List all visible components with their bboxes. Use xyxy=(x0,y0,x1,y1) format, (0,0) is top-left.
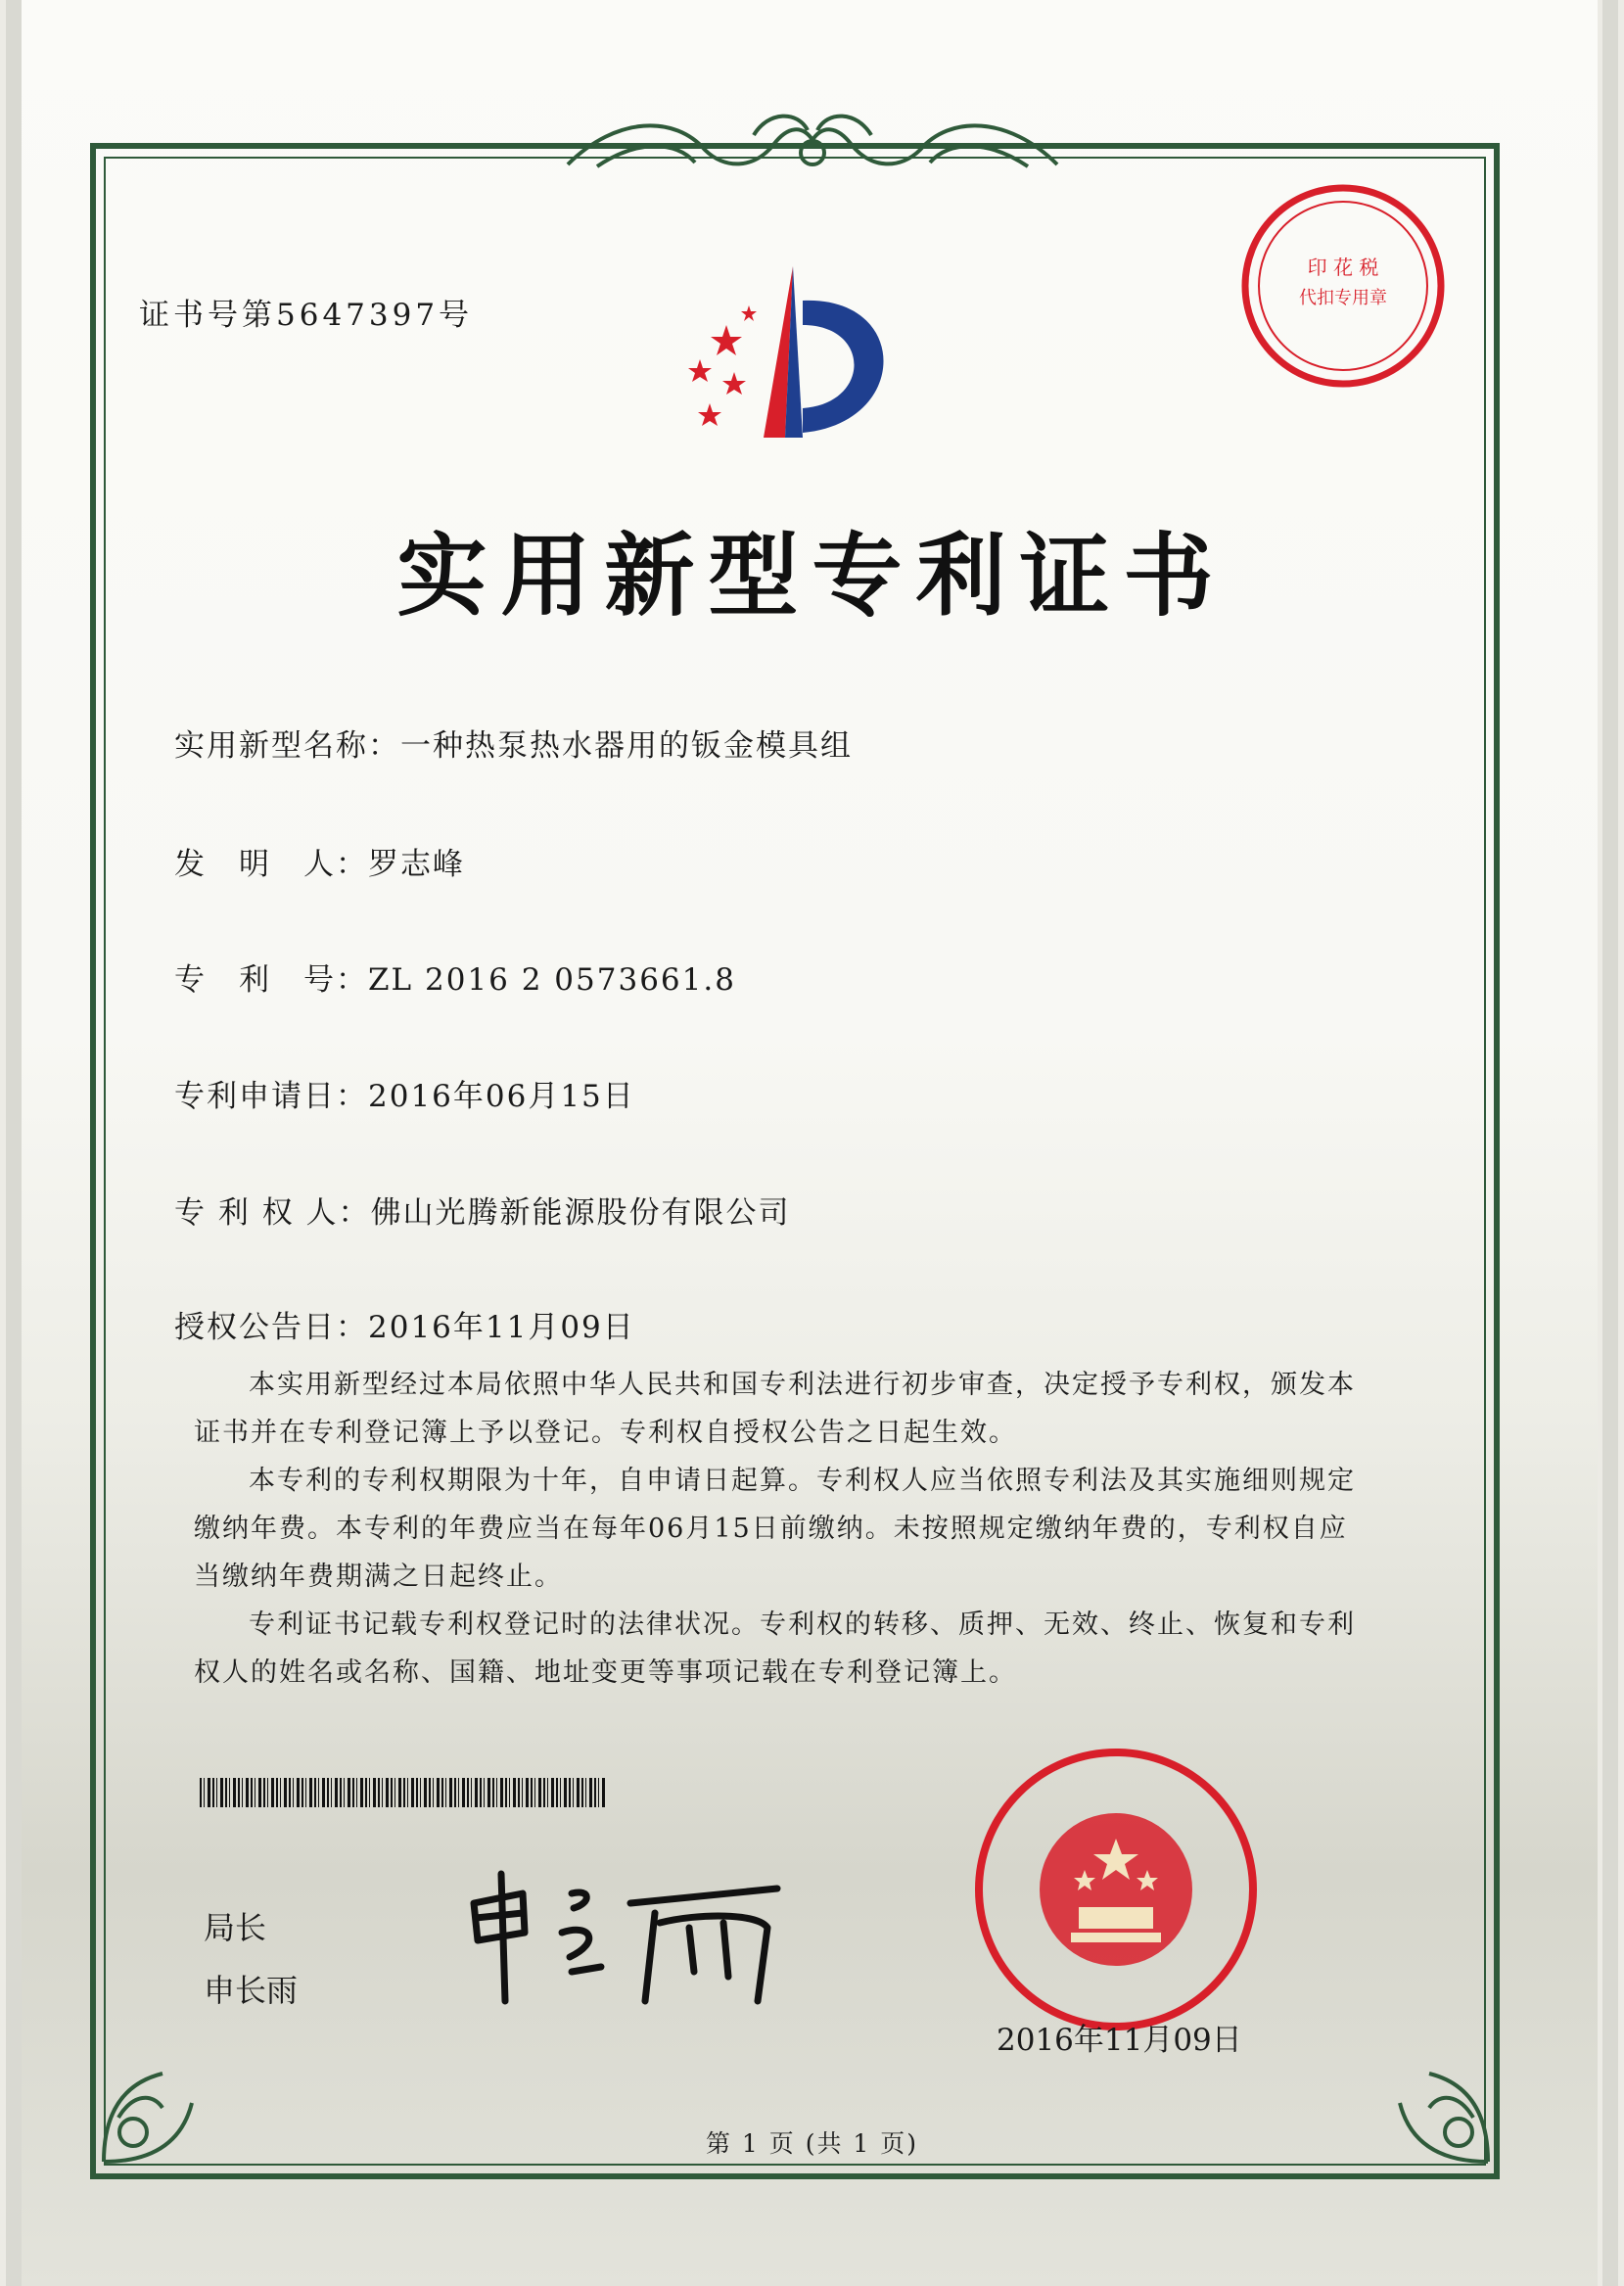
barcode xyxy=(200,1778,607,1807)
patent-office-logo-icon xyxy=(666,257,920,452)
field-grant-date: 授权公告日：2016年11月09日 xyxy=(174,1310,635,1345)
page-footer: 第 1 页 (共 1 页) xyxy=(705,2129,919,2158)
body-paragraph: 专利证书记载专利权登记时的法律状况。专利权的转移、质押、无效、终止、恢复和专利权人的姓名或名称、国籍、地址变更等事项记载在专利登记簿上。 xyxy=(194,1610,1356,1688)
field-patent-number: 专 利 号：ZL 2016 2 0573661.8 xyxy=(174,962,736,998)
field-patentee: 专 利 权 人：佛山光腾新能源股份有限公司 xyxy=(174,1195,791,1231)
certificate-title: 实用新型专利证书 xyxy=(396,523,1228,629)
svg-text:代扣专用章: 代扣专用章 xyxy=(1299,288,1387,308)
page-edge-left xyxy=(6,0,22,2286)
field-utility-model-name: 实用新型名称：一种热泵热水器用的钣金模具组 xyxy=(174,728,853,764)
handwritten-signature-icon xyxy=(464,1864,797,2011)
svg-text:印 花 税: 印 花 税 xyxy=(1307,256,1379,279)
director-name: 申长雨 xyxy=(204,1972,299,2009)
official-seal-icon xyxy=(969,1743,1263,2036)
page-edge-right xyxy=(1602,0,1618,2286)
field-inventor: 发 明 人：罗志峰 xyxy=(174,847,465,882)
body-paragraph: 本专利的专利权期限为十年，自申请日起算。专利权人应当依照专利法及其实施细则规定缴纳年费。本专利的年费应当在每年06月15日前缴纳。未按照规定缴纳年费的，专利权自应当缴纳年费期满之日起终止。 xyxy=(194,1466,1356,1592)
top-ornament-icon xyxy=(558,106,1067,184)
field-application-date: 专利申请日：2016年06月15日 xyxy=(174,1079,635,1114)
certificate-body-text xyxy=(194,1361,1365,1697)
body-paragraph: 本实用新型经过本局依照中华人民共和国专利法进行初步审查，决定授予专利权，颁发本证书并在专利登记簿上予以登记。专利权自授权公告之日起生效。 xyxy=(194,1370,1356,1448)
director-title: 局长 xyxy=(204,1909,267,1946)
certificate-number: 证书号第5647397号 xyxy=(139,298,474,333)
tax-stamp-seal-icon xyxy=(1235,178,1451,394)
signature-date: 2016年11月09日 xyxy=(997,2023,1242,2058)
